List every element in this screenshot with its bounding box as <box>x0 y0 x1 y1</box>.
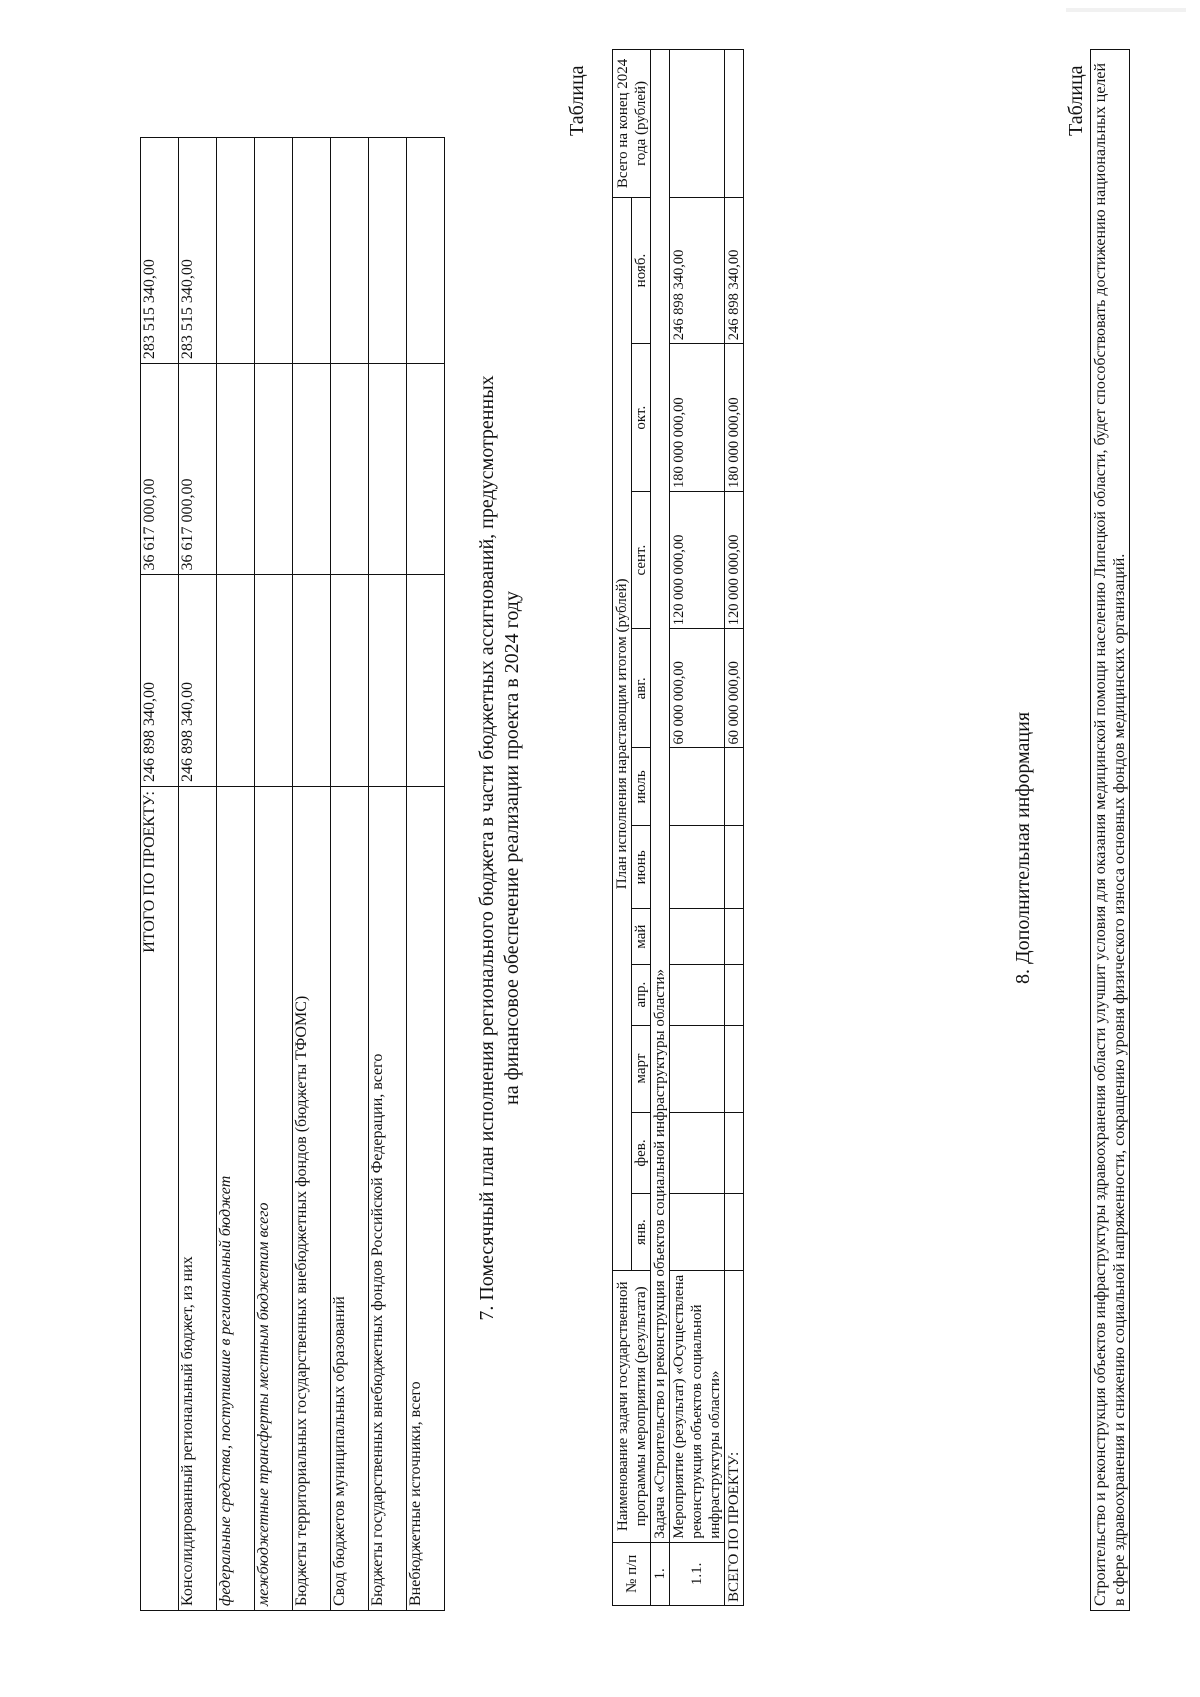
cell-value: 246 898 340,00 <box>670 197 725 343</box>
table-row <box>141 138 179 1611</box>
row-value: 36 617 000,00 <box>179 364 217 575</box>
cell-value <box>670 909 725 964</box>
cell-value <box>725 748 744 826</box>
row-value <box>293 138 331 364</box>
month-header: июль <box>632 748 651 826</box>
table-header-row <box>613 50 632 1606</box>
scan-artifact <box>1066 8 1186 12</box>
cell-value <box>725 909 744 964</box>
row-value <box>255 364 293 575</box>
row-value <box>255 575 293 787</box>
month-header: апр. <box>632 964 651 1025</box>
row-value <box>369 364 407 575</box>
section-7-title-line-1: 7. Помесячный план исполнения регионального бюджета в части бюджетных ассигнований, предусмотренных <box>476 375 498 1321</box>
cell-value <box>670 1112 725 1194</box>
row-value <box>407 364 445 575</box>
cell-value: 60 000 000,00 <box>725 629 744 748</box>
additional-info-table <box>1090 49 1130 1611</box>
event-number: 1.1. <box>670 1542 725 1605</box>
header-total: Всего на конец 2024 года (рублей) <box>613 50 651 198</box>
cell-value <box>670 826 725 909</box>
table-row <box>217 138 255 1611</box>
row-value <box>407 575 445 787</box>
row-value <box>217 575 255 787</box>
month-header: янв. <box>632 1194 651 1271</box>
month-header: окт. <box>632 344 651 492</box>
row-value <box>331 364 369 575</box>
cell-value <box>725 1112 744 1194</box>
row-label: Бюджеты государственных внебюджетных фондов Российской Федерации, всего <box>369 786 407 1610</box>
table-row <box>179 138 217 1611</box>
cell-value <box>670 748 725 826</box>
rotated-document-page <box>50 48 1150 1648</box>
row-label: Консолидированный региональный бюджет, из них <box>179 786 217 1610</box>
row-value <box>293 575 331 787</box>
additional-info-text: Строительство и реконструкция объектов инфраструктуры здравоохранения области улучшит условия для оказания медицинской помощи населению Липецкой области, будет способствовать достижению национальных целей в сфере здравоохранения и снижению социальной напряженности, сокращению уровня физического износа основных фондов медицинских организаций. <box>1091 50 1130 1611</box>
table-row <box>651 50 670 1606</box>
task-number: 1. <box>651 1542 670 1605</box>
cell-value <box>670 1194 725 1271</box>
cell-value: 180 000 000,00 <box>725 344 744 492</box>
row-label: Внебюджетные источники, всего <box>407 786 445 1610</box>
header-number: № п/п <box>613 1542 651 1605</box>
table-row <box>407 138 445 1611</box>
row-label: межбюджетные трансферты местным бюджетам всего <box>255 786 293 1610</box>
total-label: ИТОГО ПО ПРОЕКТУ: <box>141 786 179 1610</box>
cell-value <box>670 50 725 198</box>
month-header: март <box>632 1025 651 1112</box>
cell-value <box>725 964 744 1025</box>
cell-value <box>725 1194 744 1271</box>
row-value <box>369 138 407 364</box>
total-value-1: 246 898 340,00 <box>141 575 179 787</box>
cell-value <box>670 964 725 1025</box>
header-plan: План исполнения нарастающим итогом (рублей) <box>613 197 632 1270</box>
row-value <box>369 575 407 787</box>
month-header: нояб. <box>632 197 651 343</box>
table-row <box>255 138 293 1611</box>
header-name: Наименование задачи государственной программы мероприятия (результата) <box>613 1270 651 1542</box>
table-row <box>725 50 744 1606</box>
task-text: Задача «Строительство и реконструкция объектов социальной инфраструктуры области» <box>651 50 670 1543</box>
cell-value <box>725 826 744 909</box>
table-row <box>331 138 369 1611</box>
month-header: июнь <box>632 826 651 909</box>
row-value <box>331 575 369 787</box>
section-8-title: 8. Дополнительная информация <box>1012 711 1034 985</box>
row-value <box>255 138 293 364</box>
row-value <box>217 364 255 575</box>
monthly-plan-table <box>612 49 744 1606</box>
event-text: Мероприятие (результат) «Осуществлена реконструкция объектов социальной инфраструктуры области» <box>670 1270 725 1542</box>
row-value <box>407 138 445 364</box>
row-value <box>293 364 331 575</box>
table-row <box>369 138 407 1611</box>
row-value <box>331 138 369 364</box>
row-value <box>217 138 255 364</box>
cell-value <box>670 1025 725 1112</box>
row-label: Свод бюджетов муниципальных образований <box>331 786 369 1610</box>
total-label: ВСЕГО ПО ПРОЕКТУ: <box>725 1270 744 1605</box>
cell-value: 180 000 000,00 <box>670 344 725 492</box>
cell-value: 120 000 000,00 <box>670 492 725 629</box>
cell-value: 246 898 340,00 <box>725 197 744 343</box>
month-header: май <box>632 909 651 964</box>
total-value-3: 283 515 340,00 <box>141 138 179 364</box>
table-row <box>1091 50 1130 1611</box>
row-value: 283 515 340,00 <box>179 138 217 364</box>
cell-value <box>725 50 744 198</box>
row-label: федеральные средства, поступившие в региональный бюджет <box>217 786 255 1610</box>
month-header: сент. <box>632 492 651 629</box>
section-7-title-line-2: на финансовое обеспечение реализации проекта в 2024 году <box>501 591 523 1105</box>
table-row <box>293 138 331 1611</box>
section-8-table-label: Таблица <box>1065 65 1087 136</box>
table-row <box>670 50 725 1606</box>
row-label: Бюджеты территориальных государственных внебюджетных фондов (бюджеты ТФОМС) <box>293 786 331 1610</box>
month-header: фев. <box>632 1112 651 1194</box>
month-header: авг. <box>632 629 651 748</box>
section-7-table-label: Таблица <box>566 65 588 136</box>
row-value: 246 898 340,00 <box>179 575 217 787</box>
cell-value: 120 000 000,00 <box>725 492 744 629</box>
cell-value <box>725 1025 744 1112</box>
cell-value: 60 000 000,00 <box>670 629 725 748</box>
budget-sources-table <box>140 137 445 1611</box>
total-value-2: 36 617 000,00 <box>141 364 179 575</box>
